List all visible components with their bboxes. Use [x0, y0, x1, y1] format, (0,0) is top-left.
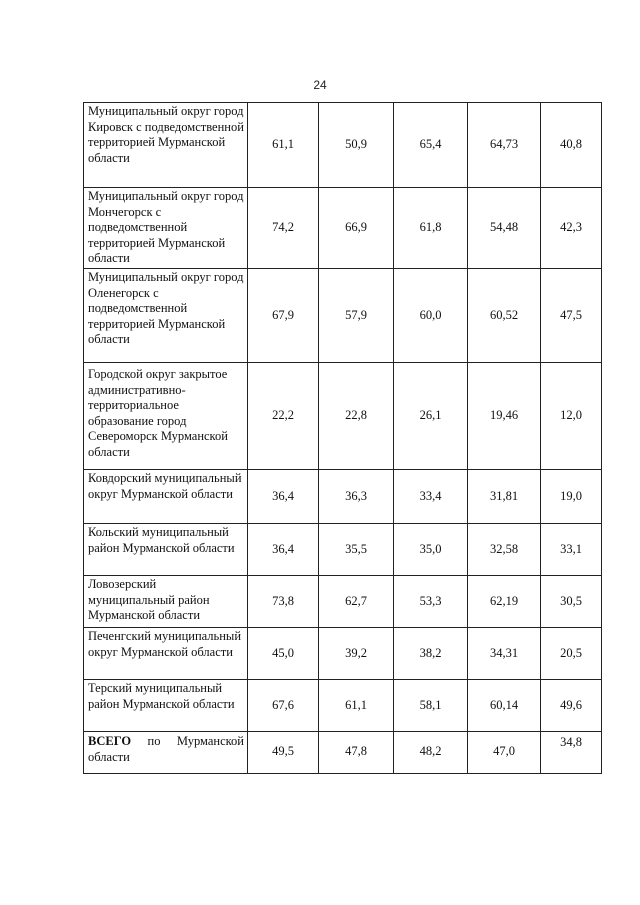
value-cell: 19,0: [541, 470, 602, 524]
value-cell: 40,8: [541, 103, 602, 188]
value-cell: 54,48: [468, 188, 541, 269]
value-cell: 36,4: [248, 470, 319, 524]
value-cell: 22,8: [319, 363, 394, 470]
value-cell: 33,1: [541, 524, 602, 576]
data-table: [83, 102, 602, 774]
value-cell: 30,5: [541, 576, 602, 628]
value-cell: 20,5: [541, 628, 602, 680]
value-cell: 12,0: [541, 363, 602, 470]
total-label: ВСЕГО: [88, 734, 132, 748]
value-cell: 49,5: [248, 732, 319, 774]
municipality-name: Ковдорский муниципальный округ Мурманской области: [84, 470, 248, 524]
value-cell: 34,31: [468, 628, 541, 680]
total-label-rest: по Мурманской: [147, 734, 244, 748]
value-cell: 58,1: [394, 680, 468, 732]
municipality-name: Городской округ закрытое административно-территориальное образование город Североморск Мурманской области: [84, 363, 248, 470]
value-cell: 48,2: [394, 732, 468, 774]
page-number: 24: [313, 78, 327, 92]
table-row: [84, 363, 602, 470]
value-cell: 34,8: [541, 732, 602, 774]
municipality-name: Терский муниципальный район Мурманской области: [84, 680, 248, 732]
table-row: [84, 188, 602, 269]
value-cell: 42,3: [541, 188, 602, 269]
value-cell: 53,3: [394, 576, 468, 628]
value-cell: 62,7: [319, 576, 394, 628]
value-cell: 61,8: [394, 188, 468, 269]
value-cell: 45,0: [248, 628, 319, 680]
value-cell: 64,73: [468, 103, 541, 188]
value-cell: 60,14: [468, 680, 541, 732]
total-name-line1: [88, 734, 244, 750]
value-cell: 35,0: [394, 524, 468, 576]
table-row: [84, 680, 602, 732]
table-row: [84, 576, 602, 628]
table-row: [84, 269, 602, 363]
value-cell: 22,2: [248, 363, 319, 470]
value-cell: 74,2: [248, 188, 319, 269]
value-cell: 50,9: [319, 103, 394, 188]
municipality-name: Муниципальный округ город Мончегорск с подведомственной территорией Мурманской области: [84, 188, 248, 269]
table-row: [84, 103, 602, 188]
value-cell: 57,9: [319, 269, 394, 363]
value-cell: 73,8: [248, 576, 319, 628]
value-cell: 61,1: [248, 103, 319, 188]
municipality-name: Ловозерский муниципальный район Мурманской области: [84, 576, 248, 628]
total-name: [84, 732, 248, 774]
value-cell: 60,0: [394, 269, 468, 363]
table-row: [84, 524, 602, 576]
value-cell: 38,2: [394, 628, 468, 680]
municipality-name: Муниципальный округ город Оленегорск с подведомственной территорией Мурманской области: [84, 269, 248, 363]
value-cell: 49,6: [541, 680, 602, 732]
table-row: [84, 628, 602, 680]
value-cell: 36,3: [319, 470, 394, 524]
value-cell: 33,4: [394, 470, 468, 524]
value-cell: 26,1: [394, 363, 468, 470]
value-cell: 65,4: [394, 103, 468, 188]
value-cell: 47,8: [319, 732, 394, 774]
value-cell: 47,5: [541, 269, 602, 363]
value-cell: 31,81: [468, 470, 541, 524]
table-row-total: [84, 732, 602, 774]
value-cell: 67,6: [248, 680, 319, 732]
value-cell: 47,0: [468, 732, 541, 774]
value-cell: 35,5: [319, 524, 394, 576]
table-row: [84, 470, 602, 524]
municipality-name: Печенгский муниципальный округ Мурманской области: [84, 628, 248, 680]
value-cell: 66,9: [319, 188, 394, 269]
value-cell: 39,2: [319, 628, 394, 680]
municipality-name: Кольский муниципальный район Мурманской области: [84, 524, 248, 576]
total-name-line2: области: [88, 749, 130, 764]
value-cell: 36,4: [248, 524, 319, 576]
value-cell: 60,52: [468, 269, 541, 363]
value-cell: 67,9: [248, 269, 319, 363]
municipality-name: Муниципальный округ город Кировск с подведомственной территорией Мурманской области: [84, 103, 248, 188]
value-cell: 62,19: [468, 576, 541, 628]
value-cell: 61,1: [319, 680, 394, 732]
value-cell: 32,58: [468, 524, 541, 576]
value-cell: 19,46: [468, 363, 541, 470]
